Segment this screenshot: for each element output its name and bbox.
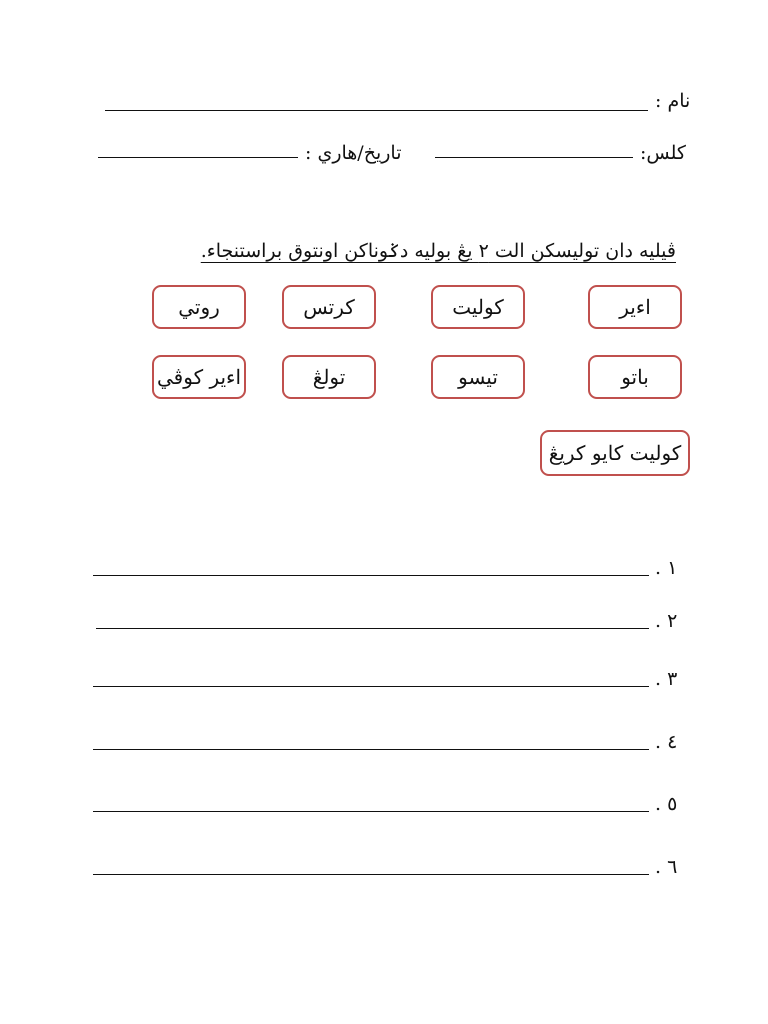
date-label: تاريخ/هاري : xyxy=(305,142,402,164)
name-field-line[interactable] xyxy=(105,110,648,111)
word-box: تيسو xyxy=(431,355,525,399)
word-box: باتو xyxy=(588,355,682,399)
answer-number: ٢ . xyxy=(655,610,678,632)
word-box: روتي xyxy=(152,285,246,329)
answer-line[interactable] xyxy=(93,811,649,812)
answer-number: ٥ . xyxy=(655,793,678,815)
answer-number: ٣ . xyxy=(655,668,678,690)
word-box: كرتس xyxy=(282,285,376,329)
answer-number: ١ . xyxy=(655,557,678,579)
example-box: كوليت كايو كريڠ xyxy=(540,430,690,476)
answer-number: ٤ . xyxy=(655,731,678,753)
class-field-line[interactable] xyxy=(435,157,633,158)
word-box: تولڠ xyxy=(282,355,376,399)
name-label: نام : xyxy=(655,90,691,112)
date-field-line[interactable] xyxy=(98,157,298,158)
answer-number: ٦ . xyxy=(655,856,678,878)
answer-line[interactable] xyxy=(93,749,649,750)
answer-line[interactable] xyxy=(93,874,649,875)
word-box: كوليت xyxy=(431,285,525,329)
class-label: كلس: xyxy=(640,142,686,164)
word-box: اءير xyxy=(588,285,682,329)
instruction-text: ڤيليه دان توليسكن الت ٢ يڠ بوليه دݢوناکن اونتوق براستنجاء. xyxy=(200,240,676,262)
answer-line[interactable] xyxy=(93,575,649,576)
answer-line[interactable] xyxy=(93,686,649,687)
answer-line[interactable] xyxy=(96,628,649,629)
word-box: اءير كوڤي xyxy=(152,355,246,399)
